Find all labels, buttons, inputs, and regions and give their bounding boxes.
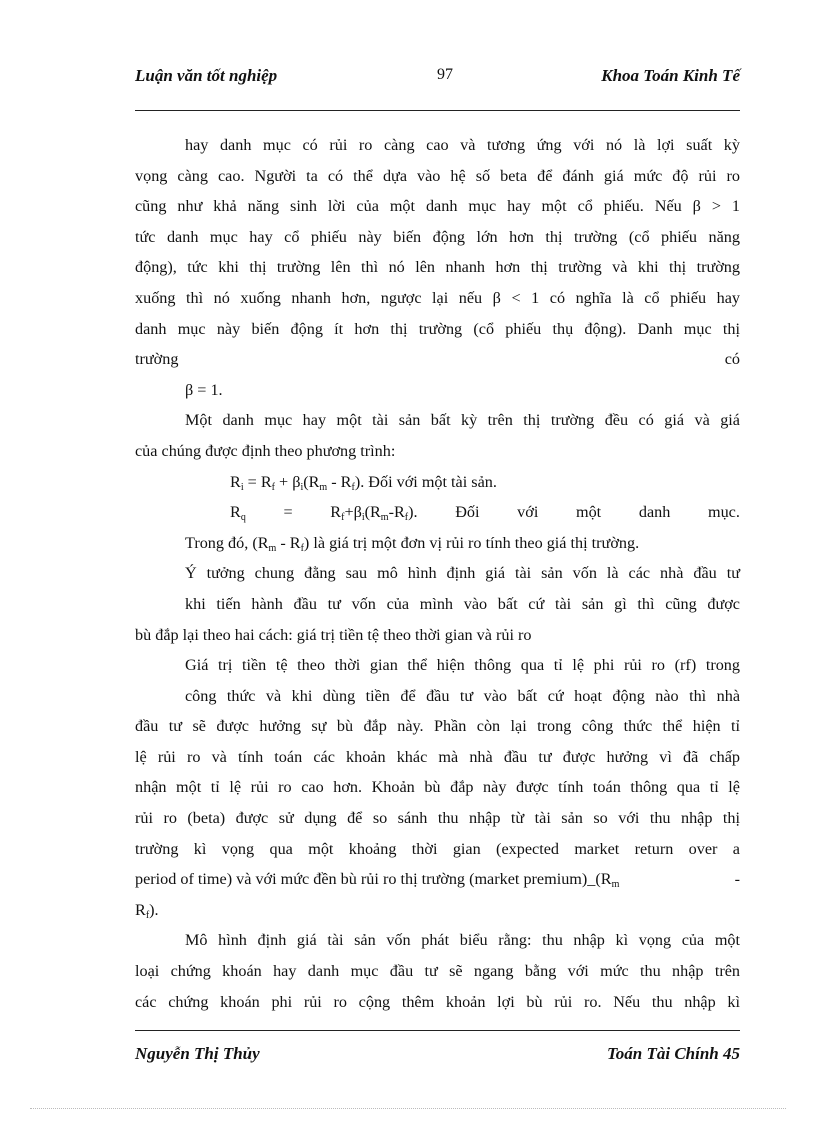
- text-line: xuống thì nó xuống nhanh hơn, ngược lại nếu β < 1 có nghĩa là cổ phiếu hay: [135, 288, 740, 307]
- header-title-right: Khoa Toán Kinh Tế: [601, 66, 740, 85]
- eq-sign: =: [283, 503, 293, 522]
- text-line: tức danh mục hay cổ phiếu này biến động lớn hơn thị trường (cổ phiếu năng: [135, 227, 740, 246]
- text-line: Ý tưởng chung đằng sau mô hình định giá tài sản vốn là các nhà đầu tư: [185, 564, 740, 583]
- eq-term: $R_f+\beta_i(R_m-R_f)$.: [330, 503, 418, 524]
- text-fragment: danh: [638, 503, 671, 522]
- equation-portfolio: [135, 497, 740, 528]
- page-header: [135, 64, 740, 111]
- text-line: Một danh mục hay một tài sản bất kỳ trên thị trường đều có giá và giá: [185, 411, 740, 430]
- text-line: cũng như khả năng sinh lời của một danh mục hay một cổ phiếu. Nếu β > 1: [135, 197, 740, 216]
- text-line: Giá trị tiền tệ theo thời gian thể hiện thông qua tỉ lệ phi rủi ro (rf) trong: [185, 656, 740, 675]
- text-line: Mô hình định giá tài sản vốn phát biểu rằng: thu nhập kì vọng của một: [185, 931, 740, 950]
- text-line: lệ rủi ro và tính toán các khoản khác mà nhà đầu tư được hưởng vì đã chấp: [135, 747, 740, 766]
- text-line: loại chứng khoán hay danh mục đầu tư sẽ ngang bằng với mức thu nhập trên: [135, 962, 740, 981]
- text-line: β = 1.: [185, 380, 223, 399]
- text-fragment: với: [517, 503, 539, 522]
- text-fragment: một: [576, 503, 602, 522]
- text-line: $R_f$).: [135, 900, 159, 921]
- text-line: khi tiến hành đầu tư vốn của mình vào bất cứ tài sản gì thì cũng được: [185, 594, 740, 613]
- text-fragment: Đối: [455, 503, 480, 522]
- text-line: rủi ro (beta) được sử dụng để so sánh thu nhập từ tài sản so với thu nhập thị: [135, 809, 740, 828]
- page-body: [135, 130, 740, 1017]
- text-line: bù đắp lại theo hai cách: giá trị tiền tệ theo thời gian và rủi ro: [135, 625, 532, 644]
- text-fragment: trường: [135, 350, 179, 369]
- footer-author: Nguyễn Thị Thủy: [135, 1044, 260, 1063]
- text-line: hay danh mục có rủi ro càng cao và tương ứng với nó là lợi suất kỳ: [185, 136, 740, 154]
- text-line: trường kì vọng qua một khoảng thời gian (expected market return over a: [135, 839, 740, 858]
- text-line: vọng càng cao. Người ta có thể dựa vào hệ số beta để đánh giá mức độ rủi ro: [135, 166, 740, 185]
- text-line: động), tức khi thị trường lên thì nó lên nhanh hơn thị trường và khi thị trường: [135, 258, 740, 277]
- equation-asset: $R_i = R_f + \beta_i(R_m - R_f)$. Đối với một tài sản.: [230, 472, 497, 493]
- text-line: danh mục này biến động ít hơn thị trường (cổ phiếu thụ động). Danh mục thị: [135, 319, 740, 338]
- text-fragment: có: [724, 350, 740, 369]
- text-line: period of time) và với mức đền bù rủi ro thị trường (market $premium)\_(R_m$ -: [135, 870, 740, 891]
- text-fragment: mục.: [708, 503, 740, 522]
- eq-term: $R_q$: [230, 503, 246, 524]
- text-line: [135, 344, 740, 375]
- page-edge-divider: [30, 1108, 786, 1109]
- text-line: các chứng khoán phi rủi ro cộng thêm khoản lợi bù rủi ro. Nếu thu nhập kì: [135, 992, 740, 1011]
- page-number: 97: [437, 66, 453, 83]
- text-line: của chúng được định theo phương trình:: [135, 441, 396, 460]
- text-line: Trong đó, $(R_m - R_f)$ là giá trị một đơn vị rủi ro tính theo giá thị trường.: [185, 533, 640, 554]
- text-line: công thức và khi dùng tiền để đầu tư vào bất cứ hoạt động nào thì nhà: [185, 686, 740, 705]
- text-line: đầu tư sẽ được hưởng sự bù đắp này. Phần còn lại trong công thức thể hiện tỉ: [135, 717, 740, 736]
- text-line: nhận một tỉ lệ rủi ro cao hơn. Khoản bù đắp này được tính toán thông qua tỉ lệ: [135, 778, 740, 797]
- footer-class: Toán Tài Chính 45: [606, 1044, 740, 1063]
- header-title-left: Luận văn tốt nghiệp: [135, 66, 278, 85]
- page-footer: [135, 1030, 740, 1071]
